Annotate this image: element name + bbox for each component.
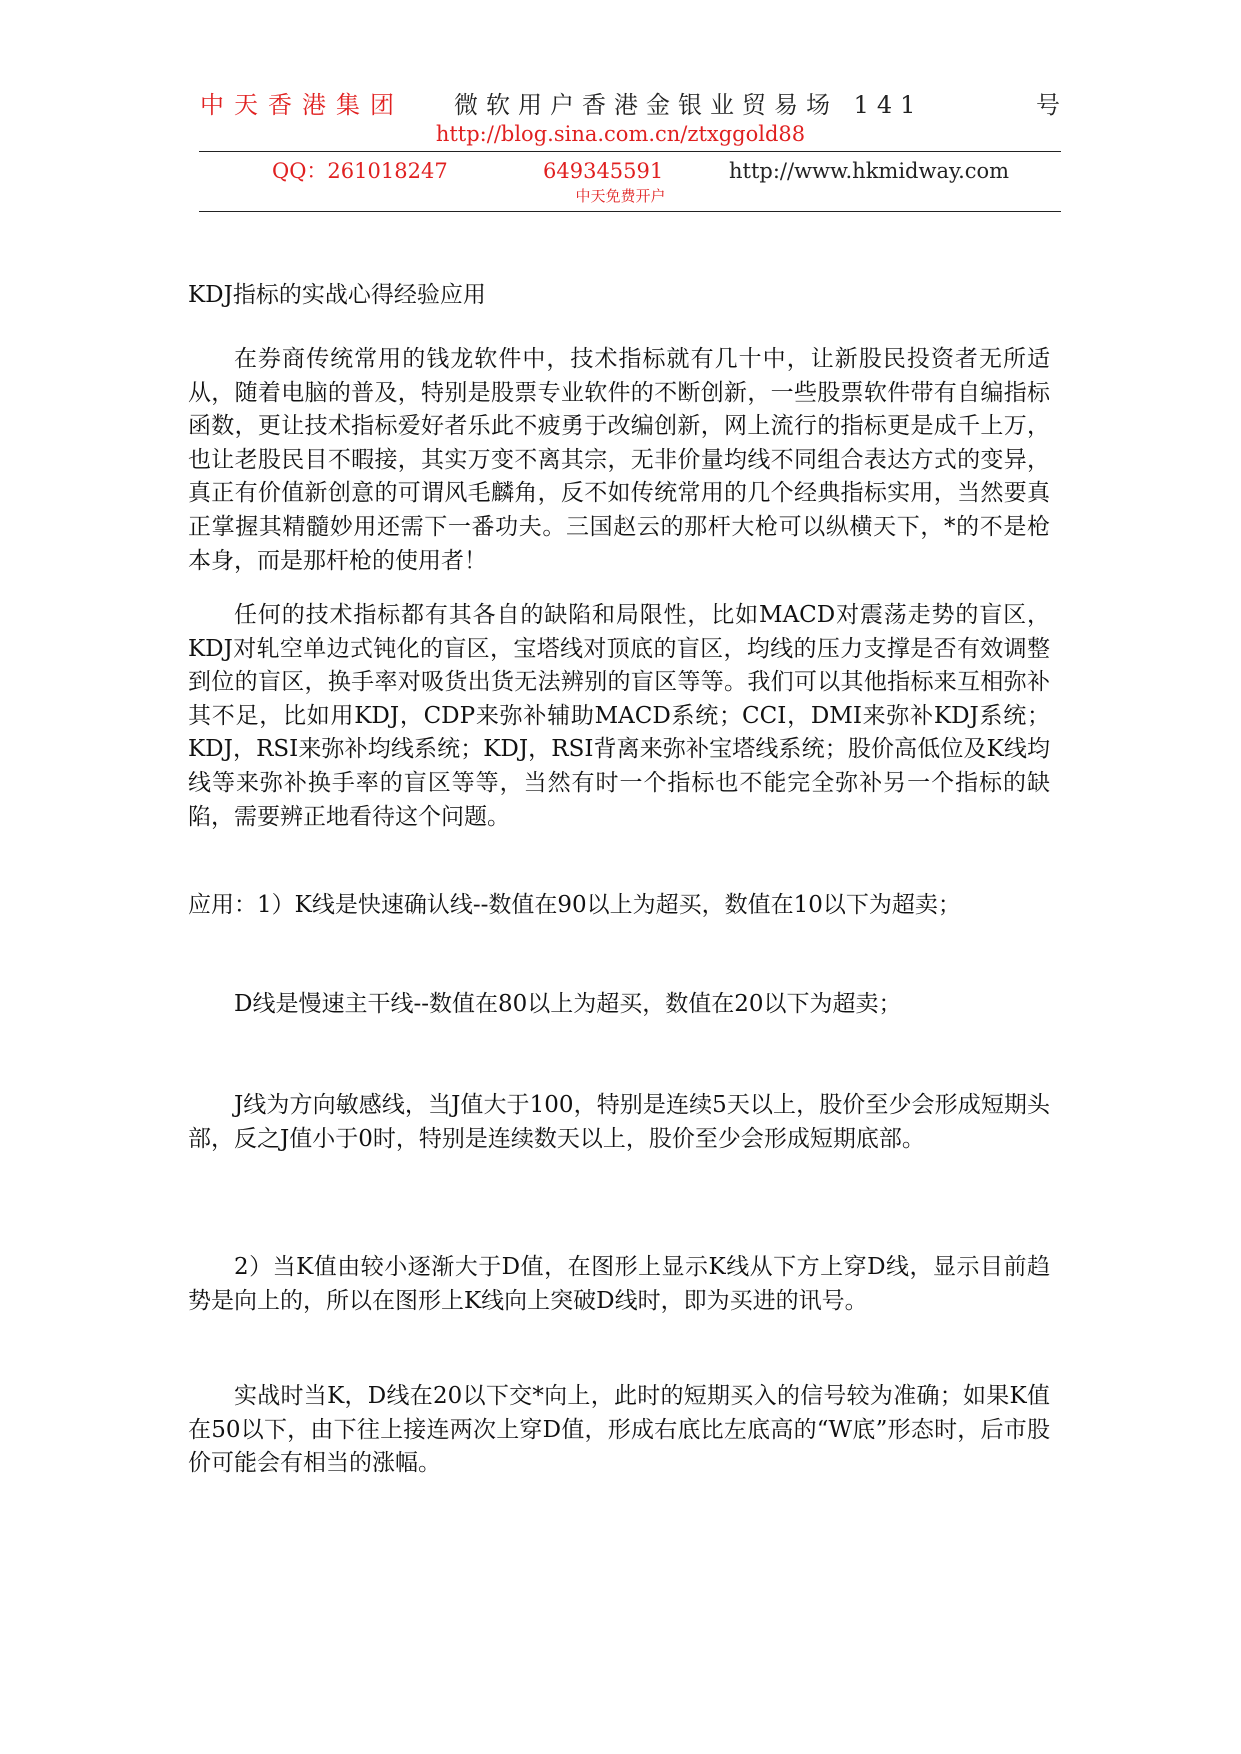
qq-number-secondary: 649345591 (543, 159, 664, 183)
address-suffix: 号 (1036, 91, 1060, 119)
website-link[interactable]: http://www.hkmidway.com (729, 159, 1010, 183)
paragraph: 应用：1）K线是快速确认线--数值在90以上为超买，数值在10以下为超卖； (188, 892, 961, 918)
paragraph: D线是慢速主干线--数值在80以上为超买，数值在20以下为超卖； (234, 991, 902, 1017)
document-title: KDJ指标的实战心得经验应用 (188, 282, 486, 308)
blog-link[interactable]: http://blog.sina.com.cn/ztxggold88 (435, 122, 806, 146)
company-address: 微软用户香港金银业贸易场 141 (454, 91, 924, 119)
free-account-label: 中天免费开户 (575, 187, 666, 205)
header-row (200, 88, 1060, 122)
paragraph: 任何的技术指标都有其各自的缺陷和局限性，比如MACD对震荡走势的盲区，KDJ对轧空单边式钝化的盲区，宝塔线对顶底的盲区，均线的压力支撑是否有效调整到位的盲区，换手率对吸货出货无法辨别的盲区等等。我们可以其他指标来互相弥补其不足，比如用KDJ，CDP来弥补辅助MACD系统；CCI，DMI来弥补KDJ系统；KDJ，RSI来弥补均线系统；KDJ，RSI背离来弥补宝塔线系统；股价高低位及K线均线等来弥补换手率的盲区等等，当然有时一个指标也不能完全弥补另一个指标的缺陷，需要辨正地看待这个问题。 (188, 602, 1050, 830)
paragraph: 在券商传统常用的钱龙软件中，技术指标就有几十中，让新股民投资者无所适从，随着电脑的普及，特别是股票专业软件的不断创新，一些股票软件带有自编指标函数，更让技术指标爱好者乐此不疲勇于改编创新，网上流行的指标更是成千上万，也让老股民目不暇接，其实万变不离其宗，无非价量均线不同组合表达方式的变异，真正有价值新创意的可谓风毛麟角，反不如传统常用的几个经典指标实用，当然要真正掌握其精髓妙用还需下一番功夫。三国赵云的那杆大枪可以纵横天下，*的不是枪本身，而是那杆枪的使用者！ (188, 346, 1050, 574)
paragraph: 2）当K值由较小逐渐大于D值，在图形上显示K线从下方上穿D线，显示目前趋势是向上的，所以在图形上K线向上突破D线时，即为买进的讯号。 (188, 1254, 1050, 1314)
header-divider-bottom (199, 211, 1061, 212)
paragraph: 实战时当K，D线在20以下交*向上，此时的短期买入的信号较为准确；如果K值在50以下，由下往上接连两次上穿D值，形成右底比左底高的“W底”形态时，后市股价可能会有相当的涨幅。 (188, 1383, 1050, 1477)
qq-number: QQ：261018247 (272, 159, 448, 183)
contact-row (199, 156, 1061, 186)
paragraph: J线为方向敏感线，当J值大于100，特别是连续5天以上，股价至少会形成短期头部，反之J值小于0时，特别是连续数天以上，股价至少会形成短期底部。 (188, 1092, 1050, 1152)
header-divider (199, 151, 1061, 152)
company-name: 中天香港集团 (200, 91, 404, 119)
